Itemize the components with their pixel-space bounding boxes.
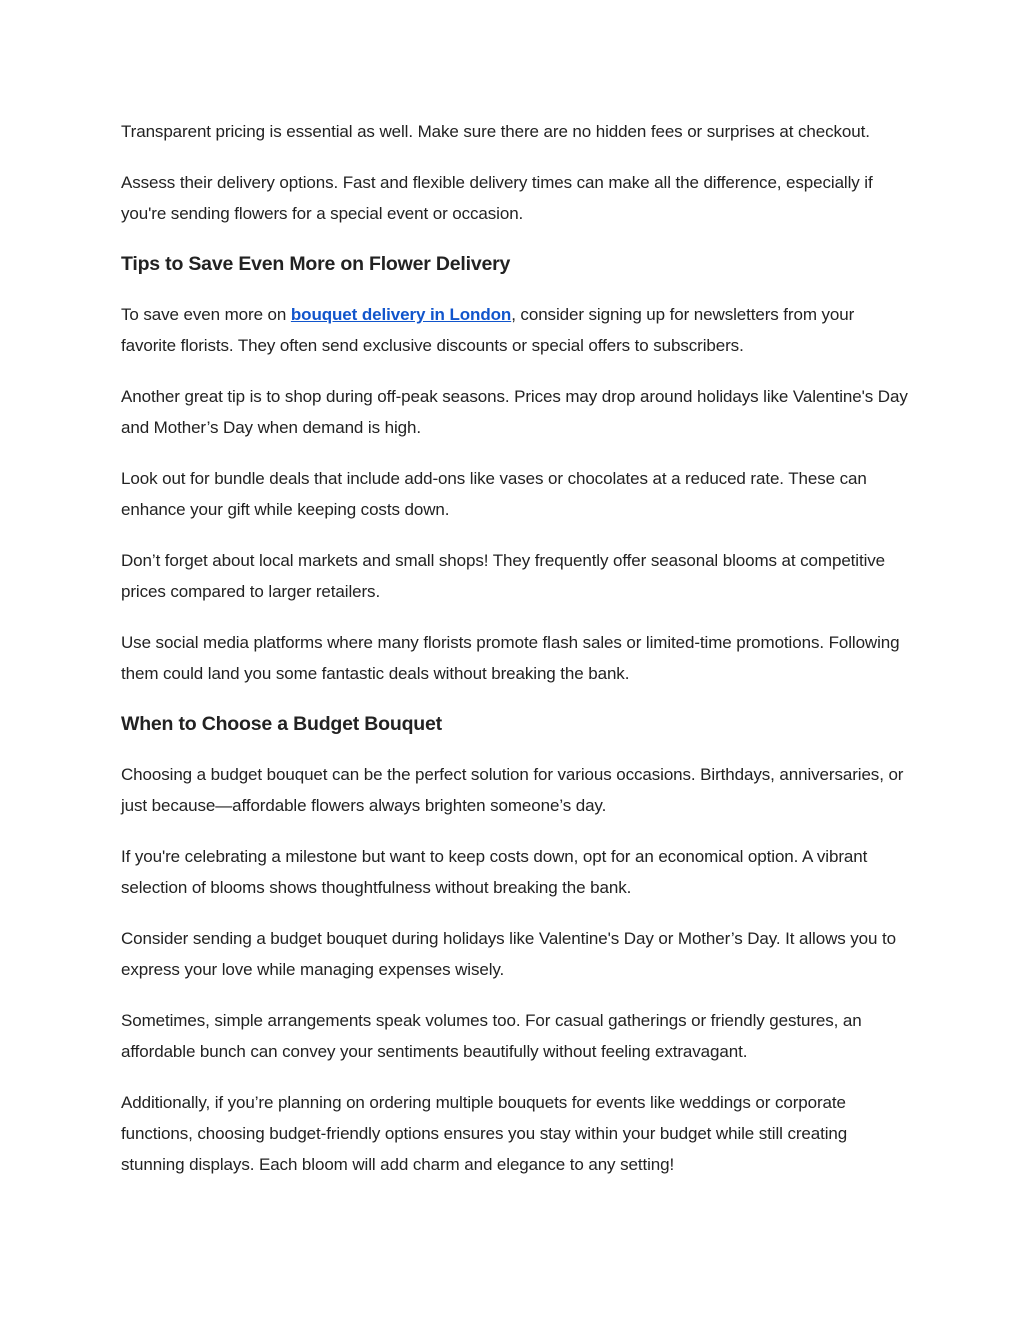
- paragraph-bundle-deals: Look out for bundle deals that include add-ons like vases or chocolates at a reduced rate. These can enhance your gift while keeping costs down.: [121, 469, 867, 519]
- paragraph-newsletters: [121, 299, 911, 361]
- paragraph-newsletters-lead: To save even more on: [121, 305, 291, 324]
- paragraph-transparent-pricing: Transparent pricing is essential as well. Make sure there are no hidden fees or surprises at checkout.: [121, 122, 870, 141]
- paragraph-local-markets: Don’t forget about local markets and small shops! They frequently offer seasonal blooms at competitive prices compared to larger retailers.: [121, 551, 886, 601]
- paragraph-delivery-options: Assess their delivery options. Fast and flexible delivery times can make all the difference, especially if you're sending flowers for a special event or occasion.: [121, 173, 873, 223]
- paragraph-off-peak: Another great tip is to shop during off-peak seasons. Prices may drop around holidays like Valentine's Day and Mother’s Day when demand is high.: [121, 387, 908, 437]
- paragraph-social-media: Use social media platforms where many florists promote flash sales or limited-time promotions. Following them could land you some fantastic deals without breaking the bank.: [121, 633, 900, 683]
- document-page: [121, 116, 911, 1200]
- paragraph-newsletters-rest: , consider signing up for newsletters from your favorite florists. They often send exclusive discounts or special offers to subscribers.: [121, 305, 855, 355]
- paragraph-milestone: If you're celebrating a milestone but want to keep costs down, opt for an economical option. A vibrant selection of blooms shows thoughtfulness without breaking the bank.: [121, 847, 868, 897]
- paragraph-simple-arrangements: Sometimes, simple arrangements speak volumes too. For casual gatherings or friendly gestures, an affordable bunch can convey your sentiments beautifully without feeling extravagant.: [121, 1011, 862, 1061]
- paragraph-holidays: Consider sending a budget bouquet during holidays like Valentine's Day or Mother’s Day. It allows you to express your love while managing expenses wisely.: [121, 929, 896, 979]
- heading-when-to-choose: When to Choose a Budget Bouquet: [121, 713, 442, 735]
- paragraph-multiple-bouquets: Additionally, if you’re planning on ordering multiple bouquets for events like weddings or corporate functions, choosing budget-friendly options ensures you stay within your budget while still creating stunning displays. Each bloom will add charm and elegance to any setting!: [121, 1093, 848, 1174]
- bouquet-delivery-london-link[interactable]: bouquet delivery in London: [290, 305, 512, 324]
- heading-tips-to-save: Tips to Save Even More on Flower Delivery: [121, 253, 511, 275]
- paragraph-budget-occasions: Choosing a budget bouquet can be the perfect solution for various occasions. Birthdays, anniversaries, or just because—affordable flowers always brighten someone’s day.: [121, 765, 904, 815]
